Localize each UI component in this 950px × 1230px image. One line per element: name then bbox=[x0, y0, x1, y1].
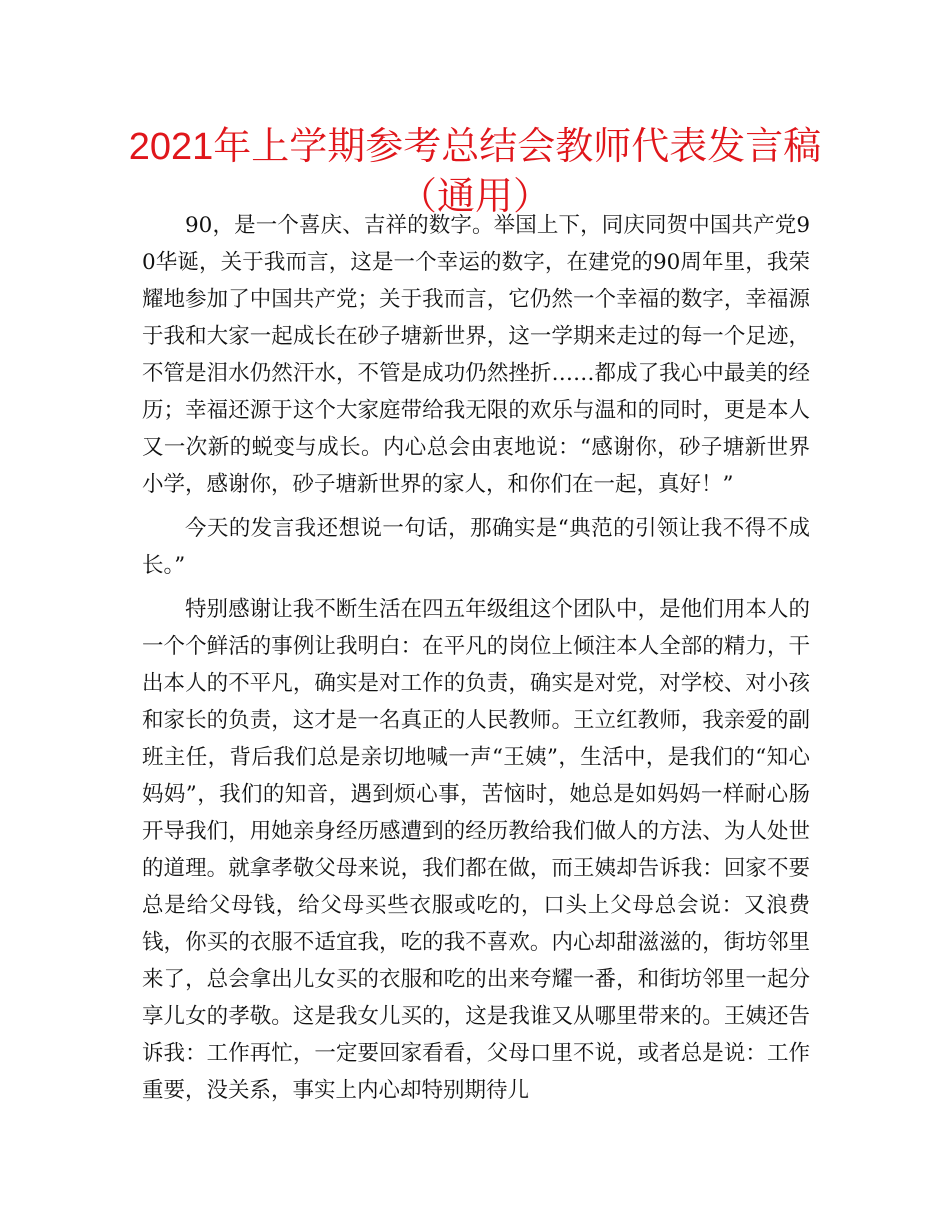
document-title: 2021年上学期参考总结会教师代表发言稿（通用） bbox=[128, 126, 822, 218]
document-body bbox=[142, 207, 810, 1116]
paragraph-3: 特别感谢让我不断生活在四五年级组这个团队中，是他们用本人的一个个鲜活的事例让我明白：在平凡的岗位上倾注本人全部的精力，干出本人的不平凡，确实是对工作的负责，确实是对党，对学校、对小孩和家长的负责，这才是一名真正的人民教师。王立红教师，我亲爱的副班主任，背后我们总是亲切地喊一声“王姨”，生活中，是我们的“知心妈妈”，我们的知音，遇到烦心事，苦恼时，她总是如妈妈一样耐心肠开导我们，用她亲身经历感遭到的经历教给我们做人的方法、为人处世的道理。就拿孝敬父母来说，我们都在做，而王姨却告诉我：回家不要总是给父母钱，给父母买些衣服或吃的，口头上父母总会说：又浪费钱，你买的衣服不适宜我，吃的我不喜欢。内心却甜滋滋的，街坊邻里来了，总会拿出儿女买的衣服和吃的出来夸耀一番，和街坊邻里一起分享儿女的孝敬。这是我女儿买的，这是我谁又从哪里带来的。王姨还告诉我：工作再忙，一定要回家看看，父母口里不说，或者总是说：工作重要，没关系，事实上内心却特别期待儿 bbox=[142, 597, 810, 1103]
paragraph-1: 90，是一个喜庆、吉祥的数字。举国上下，同庆同贺中国共产党90华诞，关于我而言，这是一个幸运的数字，在建党的90周年里，我荣耀地参加了中国共产党；关于我而言，它仍然一个幸福的数字，幸福源于我和大家一起成长在砂子塘新世界，这一学期来走过的每一个足迹，不管是泪水仍然汗水，不管是成功仍然挫折……都成了我心中最美的经历；幸福还源于这个大家庭带给我无限的欢乐与温和的同时，更是本人又一次新的蜕变与成长。内心总会由衷地说：“感谢你，砂子塘新世界小学，感谢你，砂子塘新世界的家人，和你们在一起，真好！” bbox=[142, 213, 810, 497]
paragraph-2: 今天的发言我还想说一句话，那确实是“典范的引领让我不得不成长。” bbox=[142, 516, 810, 578]
